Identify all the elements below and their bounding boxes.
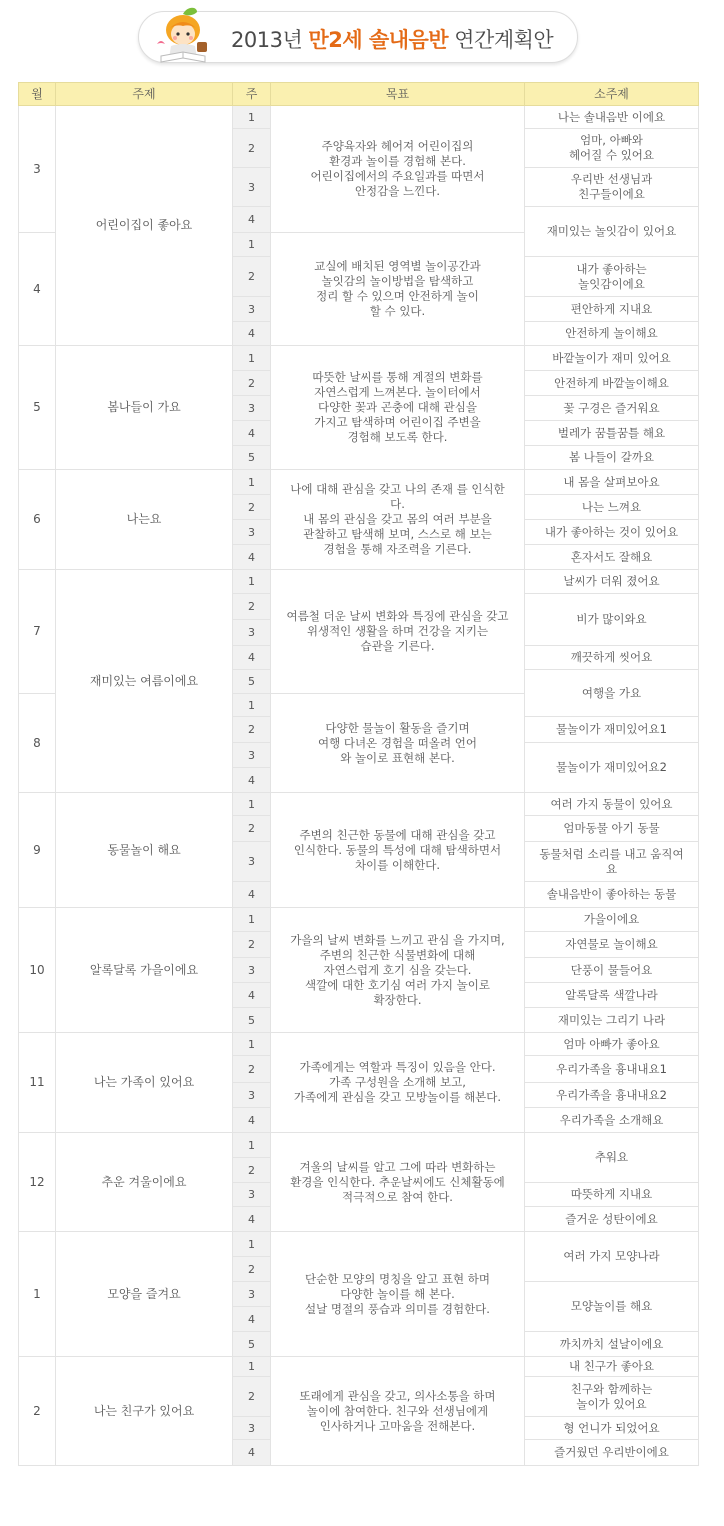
week-cell: 4 [233, 1440, 271, 1466]
goal-cell [271, 908, 525, 1033]
month-cell: 2 [19, 1357, 56, 1466]
theme-cell: 추운 겨울이에요 [56, 1133, 233, 1232]
week-cell: 3 [233, 396, 271, 421]
subtopic-cell [525, 958, 699, 983]
subtopic-cell [525, 396, 699, 421]
text-line: 환경과 놀이를 경험해 본다. [329, 154, 466, 168]
subtopic-cell [525, 882, 699, 908]
text-line: 우리가족을 흉내내요2 [556, 1087, 667, 1102]
text-line: 엄마, 아빠와 [580, 133, 643, 147]
week-cell: 2 [233, 1158, 271, 1183]
theme-cell: 재미있는 여름이에요 [56, 570, 233, 793]
week-cell: 2 [233, 594, 271, 620]
table-row [19, 470, 699, 495]
subtopic-cell [525, 1440, 699, 1466]
subtopic-cell [525, 1056, 699, 1083]
text-line: 우리가족을 소개해요 [559, 1112, 664, 1127]
week-cell: 2 [233, 495, 271, 520]
text-line: 설날 명절의 풍습과 의미를 경험한다. [305, 1301, 490, 1316]
month-cell: 6 [19, 470, 56, 570]
week-cell: 2 [233, 129, 271, 168]
text-line: 꽃 구경은 즐거워요 [563, 400, 660, 415]
text-line: 나에 대해 관심을 갖고 나의 존재 를 인식한 [290, 482, 505, 496]
text-line: 또래에게 관심을 갖고, 의사소통을 하며 [299, 1388, 496, 1403]
month-cell: 1 [19, 1232, 56, 1357]
text-line: 단순한 모양의 명칭을 알고 표현 하며 [305, 1271, 490, 1286]
text-line: 우리반 선생님과 [570, 172, 653, 186]
text-line: 정리 할 수 있으며 안전하게 놀이 [316, 289, 479, 303]
goal-cell [271, 346, 525, 470]
text-line: 겨울의 날씨를 알고 그에 따라 변화하는 [299, 1159, 496, 1174]
text-line: 여러 가지 동물이 있어요 [550, 796, 673, 811]
subtopic-cell [525, 1083, 699, 1108]
text-line: 물놀이가 재미있어요2 [556, 760, 667, 774]
text-line: 즐거웠던 우리반이에요 [554, 1445, 669, 1459]
theme-cell: 나는 친구가 있어요 [56, 1357, 233, 1466]
table-row [19, 1033, 699, 1056]
text-line: 여러 가지 모양나라 [563, 1249, 660, 1263]
week-cell: 2 [233, 1257, 271, 1282]
week-cell: 1 [233, 106, 271, 129]
subtopic-cell [525, 371, 699, 396]
month-cell: 8 [19, 694, 56, 793]
text-line: 와 놀이로 표현해 본다. [340, 750, 455, 765]
text-line: 따뜻하게 지내요 [570, 1187, 653, 1201]
week-cell: 4 [233, 983, 271, 1008]
text-line: 놀이가 있어요 [576, 1396, 647, 1411]
subtopic-cell [525, 1207, 699, 1232]
text-line: 다양한 놀이를 해 본다. [340, 1286, 455, 1301]
subtopic-cell [525, 1133, 699, 1183]
text-line: 인사하거나 고마움을 전해본다. [319, 1418, 476, 1433]
goal-cell [271, 233, 525, 346]
title-suffix: 연간계획안 [454, 28, 554, 52]
week-cell: 3 [233, 168, 271, 207]
goal-cell [271, 694, 525, 793]
text-line: 물놀이가 재미있어요1 [556, 722, 667, 736]
week-cell: 4 [233, 646, 271, 670]
week-cell: 4 [233, 207, 271, 233]
text-line: 놀잇감이에요 [578, 276, 645, 291]
theme-cell: 나는요 [56, 470, 233, 570]
week-cell: 1 [233, 570, 271, 594]
subtopic-cell [525, 446, 699, 470]
subtopic-cell [525, 297, 699, 322]
text-line: 따뜻한 날씨를 통해 계절의 변화를 [312, 370, 483, 384]
text-line: 헤어질 수 있어요 [568, 148, 655, 162]
text-line: 여행을 가요 [581, 685, 642, 700]
text-line: 까치까치 설날이에요 [559, 1336, 664, 1351]
text-line: 다. [390, 497, 405, 511]
text-line: 주변의 친근한 식물변화에 대해 [319, 947, 476, 962]
text-line: 확장한다. [373, 992, 422, 1007]
table-row [19, 570, 699, 594]
subtopic-cell [525, 129, 699, 168]
text-line: 환경을 인식한다. 추운날씨에도 신체활동에 [290, 1174, 505, 1189]
subtopic-cell [525, 1108, 699, 1133]
text-line: 차이를 이해한다. [354, 857, 441, 872]
week-cell: 4 [233, 1307, 271, 1332]
week-cell: 4 [233, 322, 271, 346]
theme-cell: 알록달록 가을이에요 [56, 908, 233, 1033]
subtopic-cell [525, 816, 699, 842]
text-line: 가족에게는 역할과 특징이 있음을 안다. [299, 1060, 496, 1074]
week-cell: 2 [233, 1056, 271, 1083]
table-row [19, 793, 699, 816]
title-banner [138, 11, 578, 63]
text-line: 놀잇감의 놀이방법을 탐색하고 [321, 274, 474, 288]
text-line: 깨끗하게 씻어요 [570, 650, 653, 664]
week-cell: 1 [233, 908, 271, 932]
month-cell: 10 [19, 908, 56, 1033]
text-line: 색깔에 대한 호기심 여러 가지 놀이로 [305, 977, 490, 992]
subtopic-cell [525, 743, 699, 793]
subtopic-cell [525, 520, 699, 545]
text-line: 가을이에요 [583, 912, 640, 926]
subtopic-cell [525, 570, 699, 594]
goal-cell [271, 106, 525, 233]
text-line: 다양한 꽃과 곤충에 대해 관심을 [317, 400, 478, 414]
goal-cell [271, 570, 525, 694]
week-cell: 1 [233, 470, 271, 495]
week-cell: 2 [233, 932, 271, 958]
text-line: 친구와 함께하는 [570, 1381, 653, 1396]
subtopic-cell [525, 1282, 699, 1332]
text-line: 내가 좋아하는 [576, 261, 647, 276]
text-line: 혼자서도 잘해요 [570, 549, 653, 564]
text-line: 자연스럽게 호기 심을 갖는다. [323, 962, 472, 977]
text-line: 비가 많이와요 [576, 612, 647, 626]
subtopic-cell [525, 495, 699, 520]
column-header-theme: 주제 [56, 83, 233, 106]
table-body [19, 106, 699, 1466]
subtopic-cell [525, 1357, 699, 1377]
text-line: 주변의 친근한 동물에 대해 관심을 갖고 [299, 827, 496, 842]
text-line: 안정감을 느낀다. [354, 184, 441, 198]
subtopic-cell [525, 257, 699, 297]
theme-cell: 모양을 즐겨요 [56, 1232, 233, 1357]
annual-plan-table [18, 82, 699, 1466]
subtopic-cell [525, 207, 699, 257]
table-row [19, 346, 699, 371]
table-header-row [19, 83, 699, 106]
text-line: 여름철 더운 날씨 변화와 특징에 관심을 갖고 [286, 609, 509, 623]
subtopic-cell [525, 670, 699, 717]
theme-cell: 동물놀이 해요 [56, 793, 233, 908]
week-cell: 3 [233, 1417, 271, 1440]
goal-cell [271, 793, 525, 908]
subtopic-cell [525, 932, 699, 958]
week-cell: 1 [233, 233, 271, 257]
week-cell: 2 [233, 717, 271, 743]
text-line: 재미있는 놀잇감이 있어요 [546, 224, 677, 238]
subtopic-cell [525, 470, 699, 495]
theme-cell: 봄나들이 가요 [56, 346, 233, 470]
week-cell: 2 [233, 1377, 271, 1417]
page-title [231, 24, 553, 54]
text-line: 내 몸의 관심을 갖고 몸의 여러 부분을 [303, 512, 492, 526]
table-row [19, 1133, 699, 1158]
subtopic-cell [525, 1332, 699, 1357]
month-cell: 5 [19, 346, 56, 470]
week-cell: 2 [233, 371, 271, 396]
goal-cell [271, 1033, 525, 1133]
subtopic-cell [525, 983, 699, 1008]
goal-cell [271, 1133, 525, 1232]
text-line: 놀이에 참여한다. 친구와 선생님에게 [306, 1403, 489, 1418]
text-line: 즐거운 성탄이에요 [565, 1211, 658, 1226]
week-cell: 1 [233, 1232, 271, 1257]
text-line: 경험해 보도록 한다. [347, 430, 448, 444]
text-line: 가을의 날씨 변화를 느끼고 관심 을 가지며, [290, 932, 505, 947]
text-line: 내가 좋아하는 것이 있어요 [544, 524, 679, 539]
subtopic-cell [525, 1008, 699, 1033]
week-cell: 5 [233, 670, 271, 694]
subtopic-cell [525, 1377, 699, 1417]
text-line: 가지고 탐색하며 어린이집 주변을 [314, 415, 481, 429]
subtopic-cell [525, 1033, 699, 1056]
table-row [19, 1232, 699, 1257]
subtopic-cell [525, 106, 699, 129]
text-line: 내 몸을 살펴보아요 [563, 474, 660, 489]
week-cell: 1 [233, 793, 271, 816]
week-cell: 1 [233, 346, 271, 371]
theme-cell: 나는 가족이 있어요 [56, 1033, 233, 1133]
week-cell: 3 [233, 620, 271, 646]
subtopic-cell [525, 168, 699, 207]
subtopic-cell [525, 322, 699, 346]
text-line: 습관을 기른다. [360, 639, 435, 653]
text-line: 여행 다녀온 경험을 떠올려 언어 [317, 735, 478, 750]
text-line: 관찰하고 탐색해 보며, 스스로 해 보는 [303, 527, 492, 541]
text-line: 엄마 아빠가 좋아요 [563, 1036, 660, 1051]
subtopic-cell [525, 594, 699, 646]
subtopic-cell [525, 346, 699, 371]
text-line: 안전하게 놀이해요 [565, 326, 658, 340]
column-header-subtopic: 소주제 [525, 83, 699, 106]
text-line: 나는 솔내음반 이에요 [557, 109, 666, 124]
month-cell: 12 [19, 1133, 56, 1232]
month-cell: 3 [19, 106, 56, 233]
text-line: 가족 구성원을 소개해 보고, [329, 1075, 466, 1089]
text-line: 교실에 배치된 영역별 놀이공간과 [314, 259, 481, 273]
text-line: 경험을 통해 자조력을 기른다. [323, 542, 472, 556]
text-line: 요 [605, 861, 618, 876]
text-line: 솔내음반이 좋아하는 동물 [546, 887, 677, 901]
text-line: 위생적인 생활을 하며 건강을 지키는 [306, 624, 489, 638]
goal-cell [271, 1232, 525, 1357]
week-cell: 3 [233, 1282, 271, 1307]
text-line: 주양육자와 헤어져 어린이집의 [321, 139, 474, 153]
text-line: 내 친구가 좋아요 [568, 1359, 655, 1373]
month-cell: 4 [19, 233, 56, 346]
subtopic-cell [525, 1417, 699, 1440]
week-cell: 3 [233, 297, 271, 322]
table-row [19, 1357, 699, 1377]
subtopic-cell [525, 717, 699, 743]
subtopic-cell [525, 545, 699, 570]
week-cell: 2 [233, 816, 271, 842]
text-line: 자연스럽게 느껴본다. 놀이터에서 [314, 385, 481, 399]
week-cell: 4 [233, 768, 271, 793]
week-cell: 5 [233, 1008, 271, 1033]
text-line: 알록달록 색깔나라 [565, 987, 658, 1002]
week-cell: 3 [233, 743, 271, 768]
text-line: 재미있는 그리기 나라 [557, 1012, 666, 1027]
table-row [19, 106, 699, 129]
goal-cell [271, 1357, 525, 1466]
text-line: 어린이집에서의 주요일과를 따면서 [310, 169, 485, 183]
week-cell: 2 [233, 257, 271, 297]
text-line: 할 수 있다. [369, 304, 426, 318]
week-cell: 1 [233, 1357, 271, 1377]
text-line: 자연물로 놀이해요 [565, 937, 658, 951]
month-cell: 11 [19, 1033, 56, 1133]
week-cell: 1 [233, 1133, 271, 1158]
text-line: 다양한 물놀이 활동을 즐기며 [325, 720, 470, 735]
text-line: 나는 느껴요 [581, 499, 642, 514]
text-line: 형 언니가 되었어요 [563, 1420, 660, 1435]
month-cell: 7 [19, 570, 56, 694]
week-cell: 4 [233, 1108, 271, 1133]
subtopic-cell [525, 793, 699, 816]
subtopic-cell [525, 646, 699, 670]
text-line: 날씨가 더워 졌어요 [563, 574, 660, 588]
subtopic-cell [525, 421, 699, 446]
week-cell: 3 [233, 520, 271, 545]
week-cell: 1 [233, 694, 271, 717]
text-line: 모양놀이를 해요 [570, 1299, 653, 1313]
week-cell: 4 [233, 1207, 271, 1232]
month-cell: 9 [19, 793, 56, 908]
text-line: 인식한다. 동물의 특성에 대해 탐색하면서 [293, 842, 502, 857]
text-line: 추워요 [594, 1150, 629, 1164]
girl-reading-book-icon [153, 6, 213, 68]
text-line: 동물처럼 소리를 내고 움직여 [539, 846, 684, 861]
column-header-goal: 목표 [271, 83, 525, 106]
text-line: 단풍이 물들어요 [570, 962, 653, 977]
text-line: 친구들이에요 [578, 187, 645, 201]
text-line: 벌레가 꿈틀꿈틀 해요 [557, 425, 666, 440]
text-line: 가족에게 관심을 갖고 모방놀이를 해본다. [293, 1090, 502, 1104]
subtopic-cell [525, 1183, 699, 1207]
week-cell: 4 [233, 882, 271, 908]
title-class-name: 만2세 솔내음반 [308, 28, 449, 52]
title-year: 2013년 [231, 28, 303, 52]
subtopic-cell [525, 908, 699, 932]
column-header-week: 주 [233, 83, 271, 106]
theme-cell: 어린이집이 좋아요 [56, 106, 233, 346]
text-line: 편안하게 지내요 [570, 301, 653, 316]
text-line: 우리가족을 흉내내요1 [556, 1061, 667, 1076]
column-header-month: 월 [19, 83, 56, 106]
text-line: 바깥놀이가 재미 있어요 [552, 350, 671, 365]
week-cell: 3 [233, 842, 271, 882]
week-cell: 5 [233, 1332, 271, 1357]
week-cell: 1 [233, 1033, 271, 1056]
week-cell: 3 [233, 958, 271, 983]
goal-cell [271, 470, 525, 570]
text-line: 엄마동물 아기 동물 [563, 821, 660, 835]
subtopic-cell [525, 1232, 699, 1282]
week-cell: 4 [233, 421, 271, 446]
week-cell: 5 [233, 446, 271, 470]
week-cell: 3 [233, 1083, 271, 1108]
subtopic-cell [525, 842, 699, 882]
table-row [19, 908, 699, 932]
text-line: 적극적으로 참여 한다. [342, 1189, 453, 1204]
week-cell: 3 [233, 1183, 271, 1207]
text-line: 안전하게 바깥놀이해요 [554, 375, 669, 390]
text-line: 봄 나들이 갈까요 [568, 450, 655, 464]
week-cell: 4 [233, 545, 271, 570]
